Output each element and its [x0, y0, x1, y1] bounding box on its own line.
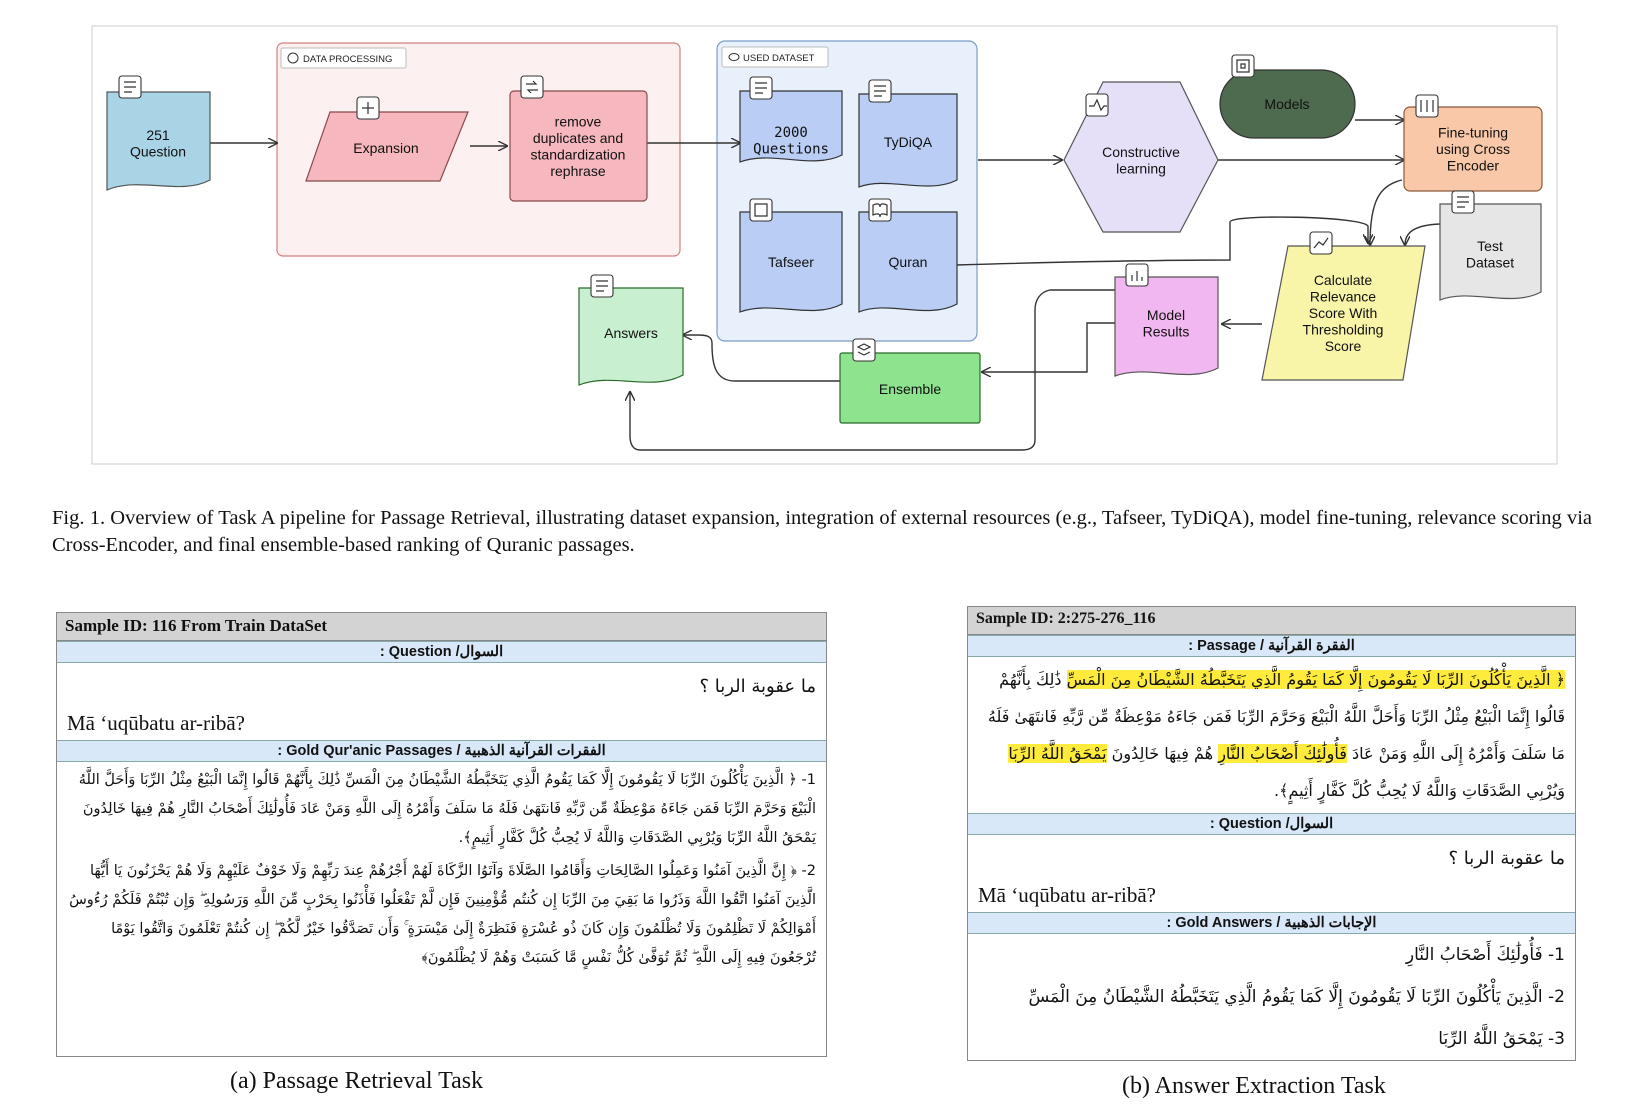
passage-plain-2: هُمْ فِيهَا خَالِدُونَ	[1106, 744, 1219, 763]
calc-label: Thresholding	[1302, 321, 1384, 338]
finetune-label: Fine-tuning	[1437, 124, 1509, 141]
remove-label: duplicates and	[532, 129, 624, 146]
finetune-label: Encoder	[1446, 157, 1500, 174]
calc-label: Score With	[1308, 305, 1378, 321]
gold-answer-1: 1- فَأُولَٰئِكَ أَصْحَابُ النَّارِ	[1405, 945, 1565, 965]
passage-plain-1: ذَٰلِكَ بِأَنَّهُمْ قَالُوا إِنَّمَا الْبَيْعُ مِثْلُ الرِّبَا وَأَحَلَّ اللَّهُ الْبَيْعَ وَحَرَّمَ الرِّبَا فَمَن جَاءَهُ مَوْعِظَةٌ مِّن رَّبِّهِ فَانتَهَىٰ فَلَهُ مَا سَلَفَ وَأَمْرُهُ إِلَى اللَّهِ وَمَنْ عَادَ	[987, 670, 1565, 763]
panel-passage-retrieval	[56, 612, 827, 1057]
answers-label: Answers	[604, 325, 658, 341]
sample-id: Sample ID: 2:275-276_116	[968, 607, 1575, 635]
gold-passage-2: 2- ﴿ إِنَّ الَّذِينَ آمَنُوا وَعَمِلُوا الصَّالِحَاتِ وَأَقَامُوا الصَّلَاةَ وَآتَوُا الزَّكَاةَ لَهُمْ أَجْرُهُمْ عِندَ رَبِّهِمْ وَلَا خَوْفٌ عَلَيْهِمْ وَلَا هُمْ يَحْزَنُونَ يَا أَيُّهَا الَّذِينَ آمَنُوا اتَّقُوا اللَّهَ وَذَرُوا مَا بَقِيَ مِنَ الرِّبَا إِن كُنتُم مُّؤْمِنِينَ فَإِن لَّمْ تَفْعَلُوا فَأْذَنُوا بِحَرْبٍ مِّنَ اللَّهِ وَرَسُولِهِ ۖ وَإِن تُبْتُمْ فَلَكُمْ رُءُوسُ أَمْوَالِكُمْ لَا تَظْلِمُونَ وَلَا تُظْلَمُونَ وَإِن كَانَ ذُو عُسْرَةٍ فَنَظِرَةٌ إِلَىٰ مَيْسَرَةٍ ۚ وَأَن تَصَدَّقُوا خَيْرٌ لَّكُمْ ۖ إِن كُنتُمْ تَعْلَمُونَ وَاتَّقُوا يَوْمًا تُرْجَعُونَ فِيهِ إِلَى اللَّهِ ۖ ثُمَّ تُوَفَّىٰ كُلُّ نَفْسٍ مَّا كَسَبَتْ وَهُمْ لَا يُظْلَمُونَ﴾	[69, 863, 816, 966]
question-header: : Question /السوال	[57, 641, 826, 663]
data-processing-label: DATA PROCESSING	[303, 54, 393, 65]
results-label: Model	[1146, 306, 1186, 323]
passage-header: : Passage / الفقرة القرآنية	[968, 635, 1575, 657]
book-icon	[750, 199, 772, 221]
test-label: Dataset	[1465, 254, 1515, 271]
remove-label: remove	[554, 113, 602, 130]
panel-answer-extraction	[967, 606, 1576, 1061]
calc-label: Score	[1324, 338, 1362, 354]
q2000-label: 2000	[774, 124, 808, 141]
question-label: 251	[146, 126, 170, 143]
calc-label: Calculate	[1313, 272, 1373, 288]
sample-id: Sample ID: 116 From Train DataSet	[57, 613, 826, 641]
gold-answers-header: : Gold Answers / الإجابات الذهبية	[968, 912, 1575, 934]
constructive-label: learning	[1116, 160, 1166, 177]
gold-answer-3: 3- يَمْحَقُ اللَّهُ الرِّبَا	[1438, 1029, 1565, 1049]
subcaption-b: (b) Answer Extraction Task	[1122, 1073, 1386, 1099]
highlight-answer-2: ﴿ الَّذِينَ يَأْكُلُونَ الرِّبَا لَا يَقُومُونَ إِلَّا كَمَا يَقُومُ الَّذِي يَتَخَبَّطُهُ الشَّيْطَانُ مِنَ الْمَسِّ	[1066, 670, 1565, 689]
question-arabic: ما عقوبة الربا ؟	[699, 676, 816, 697]
q2000-label: Questions	[753, 141, 829, 158]
tafseer-label: Tafseer	[768, 254, 814, 270]
ensemble-label: Ensemble	[878, 381, 942, 397]
tydiqa-label: TyDiQA	[883, 134, 933, 150]
test-label: Test	[1477, 237, 1503, 254]
question-header: : Question /السوال	[968, 813, 1575, 835]
finetune-label: using Cross	[1436, 141, 1510, 157]
chip-icon	[1232, 55, 1254, 77]
constructive-label: Constructive	[1102, 143, 1180, 160]
passage-text	[968, 657, 1575, 813]
question-arabic: ما عقوبة الربا ؟	[1448, 848, 1565, 869]
gold-answer-2: 2- الَّذِينَ يَأْكُلُونَ الرِّبَا لَا يَقُومُونَ إِلَّا كَمَا يَقُومُ الَّذِي يَتَخَبَّطُهُ الشَّيْطَانُ مِنَ الْمَسِّ	[1028, 987, 1565, 1007]
figure-caption: Fig. 1. Overview of Task A pipeline for Passage Retrieval, illustrating dataset expansion, integration of external resources (e.g., Tafseer, TyDiQA), model fine-tuning, relevance scoring via Cross-Encoder, and final ensemble-based ranking of Quranic passages.	[52, 507, 1592, 556]
refresh-icon	[521, 76, 543, 98]
calc-label: Relevance	[1309, 288, 1377, 305]
passage-plain-3: وَيُرْبِي الصَّدَقَاتِ وَاللَّهُ لَا يُحِبُّ كُلَّ كَفَّارٍ أَثِيمٍ﴾.	[1274, 781, 1565, 800]
highlight-answer-3: يَمْحَقُ اللَّهُ الرِّبَا	[1008, 744, 1107, 763]
remove-label: standardization	[530, 146, 626, 163]
gold-passages-header: : Gold Qur'anic Passages / الفقرات القرآنية الذهبية	[57, 740, 826, 762]
remove-label: rephrase	[550, 162, 606, 179]
results-label: Results	[1142, 323, 1190, 340]
expansion-label: Expansion	[353, 140, 419, 156]
models-label: Models	[1264, 96, 1310, 112]
open-book-icon	[869, 199, 891, 221]
question-transliteration: Mā ‘uqūbatu ar-ribā?	[67, 711, 245, 735]
question-label: Question	[129, 143, 187, 160]
pulse-icon	[1086, 94, 1108, 116]
subcaption-a: (a) Passage Retrieval Task	[230, 1068, 484, 1094]
gold-passage-1: 1- ﴿ الَّذِينَ يَأْكُلُونَ الرِّبَا لَا يَقُومُونَ إِلَّا كَمَا يَقُومُ الَّذِي يَتَخَبَّطُهُ الشَّيْطَانُ مِنَ الْمَسِّ ذَٰلِكَ بِأَنَّهُمْ قَالُوا إِنَّمَا الْبَيْعُ مِثْلُ الرِّبَا وَأَحَلَّ اللَّهُ الْبَيْعَ وَحَرَّمَ الرِّبَا فَمَن جَاءَهُ مَوْعِظَةٌ مِّن رَّبِّهِ فَانتَهَىٰ فَلَهُ مَا سَلَفَ وَأَمْرُهُ إِلَى اللَّهِ وَمَنْ عَادَ فَأُولَٰئِكَ أَصْحَابُ النَّارِ هُمْ فِيهَا خَالِدُونَ يَمْحَقُ اللَّهُ الرِّبَا وَيُرْبِي الصَّدَقَاتِ وَاللَّهُ لَا يُحِبُّ كُلَّ كَفَّارٍ أَثِيمٍ﴾.	[78, 772, 816, 846]
highlight-answer-1: فَأُولَٰئِكَ أَصْحَابُ النَّارِ	[1218, 744, 1347, 763]
question-transliteration: Mā ‘uqūbatu ar-ribā?	[978, 883, 1156, 907]
used-dataset-label: USED DATASET	[743, 53, 815, 64]
pipeline-diagram	[0, 0, 1643, 470]
quran-label: Quran	[888, 254, 928, 270]
